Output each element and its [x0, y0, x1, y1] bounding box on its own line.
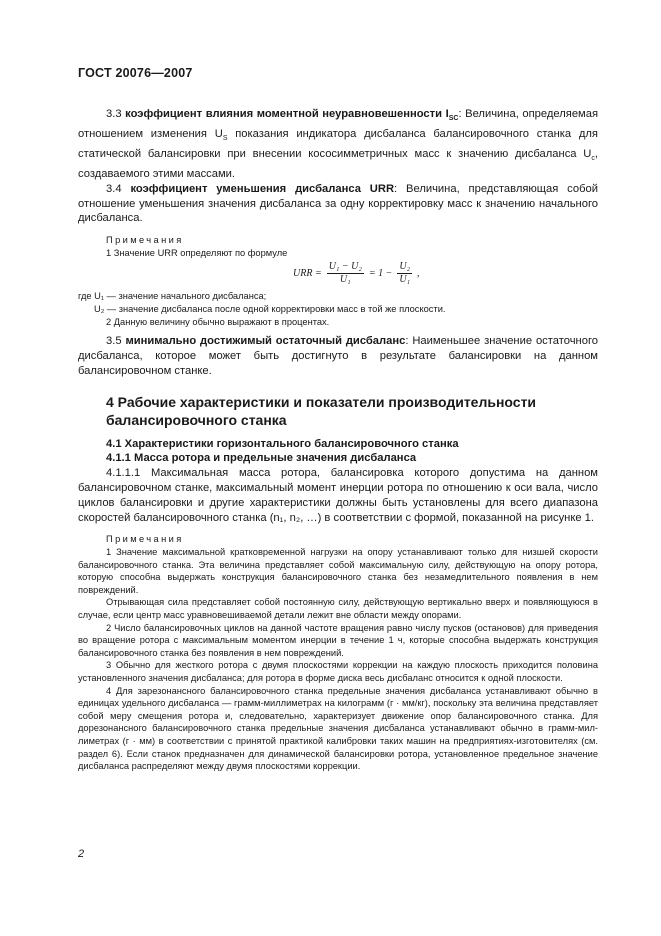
where-line-2: U₂ — значение дисбаланса после одной корректировки масс в той же плоскости.	[94, 304, 446, 315]
note-2: 2 Данную величину обычно выражают в процентах.	[106, 316, 330, 327]
clause-4-1-1-1: 4.1.1.1 Максимальная масса ротора, балансировка которого допустима на данном балансировочном станке, максимальный момент инерции ротора по отношению к оси вала, число циклов балансировки и другие характеристики должны быть установлены для всего диапазона скоростей балансировочного станка (n₁, n₂, …) в соответствии с формой, показанной на рисунке 1.	[78, 467, 598, 524]
notes-heading: Примечания	[106, 534, 184, 545]
page-number: 2	[78, 848, 85, 860]
section-4-title: 4 Рабочие характеристики и показатели производительности	[106, 393, 537, 410]
term: коэффициент влияния моментной неуравновешенности $I_{SC}$	[125, 108, 459, 123]
where-line-1: где U₁ — значение начального дисбаланса;	[78, 291, 267, 302]
clause-number: 3.3	[106, 108, 122, 120]
clause-3-4: 3.4 коэффициент уменьшения дисбаланса URR: Величина, представляющая собой отношение уменьшения значения дисбаланса за одну корректировку масс к значению начального дисбаланса.	[78, 182, 598, 225]
note-2: 2 Число балансировочных циклов на данной частоте вращения равно числу пусков (остановов) для приведения во вращение ротора с максимальным моментом инерции в течение 1 ч, которые способна выдержать конструкция балансировочного станка без появления в нем повреждений.	[78, 622, 598, 658]
urr-formula: URR = $\frac{\text{U₁ − U₂}}{\text{U₁}}$ = 1 − $\frac{\text{U₂}}{\text{U₁}}$ ,	[293, 261, 420, 286]
note-4: 4 Для зарезонансного балансировочного станка предельные значения дисбаланса устанавливают обычно в единицах удельного дисбаланса — грамм-миллиметрах на килограмм (г · мм/кг), поскольку эта величина представляет собой меру смещения ротора и, следовательно, характеризует движение опор балансировочного станка. Для дорезонансного балансировочного станка предельные значения дисбаланса устанавливают обычно в грамм-миллиметрах (г · мм) в соответствии с принятой практикой калибровки таких машин на предприятиях-изготовителях (см. раздел 6). Если станок предназначен для динамической балансировки ротора, установленное предельное значение дисбаланса распределяют между двумя плоскостями коррекции.	[78, 685, 598, 772]
document-body	[78, 107, 598, 773]
term: коэффициент уменьшения дисбаланса URR	[130, 182, 395, 195]
section-4-title-cont: балансировочного станка	[106, 411, 287, 428]
clause-number: 3.5	[106, 335, 122, 348]
section-4-1-1-title: 4.1.1 Масса ротора и предельные значения дисбаланса	[106, 452, 417, 465]
term: минимально достижимый остаточный дисбаланс	[125, 335, 406, 348]
note-1: 1 Значение максимальной кратковременной нагрузки на опору устанавливают только для низшей скорости балансировочного станка. Эта величина представляет собой максимальную силу, действующую на опору ротора, которую способна выдержать конструкция балансировочного станка без незамедлительного появления в нем повреждений.	[78, 547, 598, 595]
document-header: ГОСТ 20076—2007	[78, 66, 193, 80]
fraction: $\frac{\text{U₂}}{\text{U₁}}$	[399, 261, 411, 286]
note-1-cont: Отрывающая сила представляет собой постоянную силу, действующую вертикально вверх и появляющуюся в случае, если центр масс уравновешиваемой детали лежит вне области между опорами.	[78, 597, 598, 620]
note-1: 1 Значение URR определяют по формуле	[106, 247, 288, 258]
fraction: $\frac{\text{U₁ − U₂}}{\text{U₁}}$	[328, 261, 362, 286]
section-4-1-title: 4.1 Характеристики горизонтального балансировочного станка	[106, 437, 459, 450]
clause-number: 3.4	[106, 182, 122, 195]
notes-heading: Примечания	[106, 235, 184, 246]
clause-3-3: 3.3 коэффициент влияния моментной неуравновешенности $I_{SC}$: Величина, определяемая отношением изменения $U_S$ показания индикатора дисбаланса балансировочного станка для статической балансировки при внесении кососимметричных масс к значению дисбаланса $U_c$, создаваемого этими массами.	[78, 108, 599, 181]
clause-3-5: 3.5 минимально достижимый остаточный дисбаланс: Наименьшее значение остаточного дисбаланса, которое может быть достигнуто в результате балансировки на данном балансировочном станке.	[78, 335, 598, 377]
note-3: 3 Обычно для жесткого ротора с двумя плоскостями коррекции на каждую плоскость приходится половина установленного значения дисбаланса; для ротора в форме диска весь дисбаланс относится к одной плоскости.	[78, 660, 598, 683]
